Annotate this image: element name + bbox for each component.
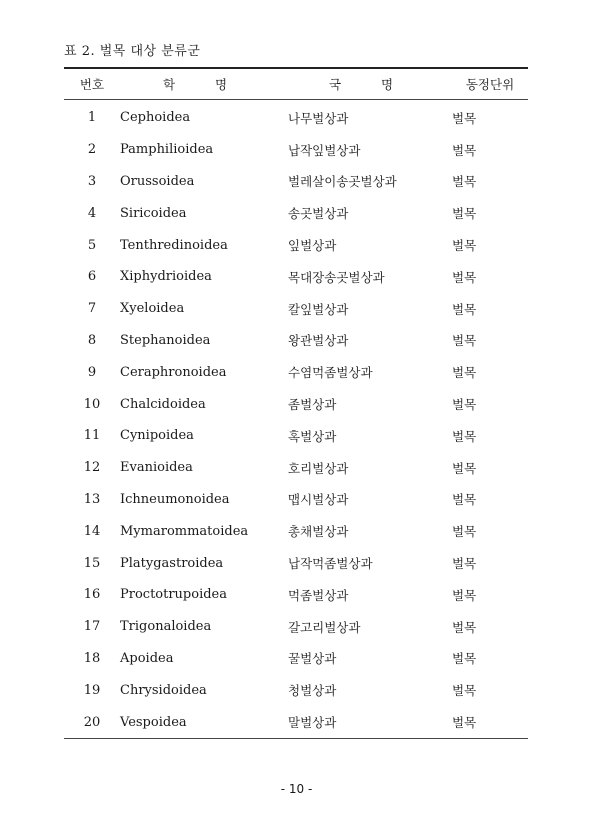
table-row [64, 261, 528, 293]
cell-identification-unit: 벌목 [452, 206, 477, 222]
header-korean-name: 국 명 [288, 68, 452, 100]
cell-identification-unit: 벌목 [452, 397, 477, 413]
cell-korean-name: 맵시벌상과 [288, 492, 349, 508]
cell-scientific-name: Stephanoidea [120, 332, 211, 348]
cell-scientific-name: Siricoidea [120, 205, 187, 221]
cell-korean-name: 잎벌상과 [288, 238, 337, 254]
cell-identification-unit: 벌목 [452, 110, 477, 126]
table-row [64, 706, 528, 738]
header-row [64, 68, 528, 100]
table-row [64, 293, 528, 325]
cell-identification-unit: 벌목 [452, 333, 477, 349]
table-row [64, 674, 528, 706]
cell-number: 7 [87, 301, 97, 317]
table-row [64, 484, 528, 516]
cell-korean-name: 목대장송곳벌상과 [288, 269, 385, 285]
cell-korean-name: 먹좀벌상과 [288, 587, 349, 603]
table-row [64, 325, 528, 357]
cell-scientific-name: Xiphydrioidea [120, 269, 212, 285]
cell-identification-unit: 벌목 [452, 619, 477, 635]
cell-korean-name: 청벌상과 [288, 683, 337, 699]
header-number: 번호 [64, 68, 120, 100]
cell-scientific-name: Tenthredinoidea [120, 237, 228, 253]
cell-identification-unit: 벌목 [452, 460, 477, 476]
cell-identification-unit: 벌목 [452, 365, 477, 381]
cell-korean-name: 나무벌상과 [288, 110, 349, 126]
cell-number: 9 [87, 364, 97, 380]
cell-identification-unit: 벌목 [452, 706, 528, 738]
taxa-table [64, 67, 528, 739]
cell-number: 16 [83, 587, 101, 603]
cell-identification-unit: 벌목 [452, 269, 477, 285]
cell-identification-unit: 벌목 [452, 238, 477, 254]
cell-korean-name: 수염먹좀벌상과 [288, 365, 373, 381]
cell-number: 17 [83, 619, 101, 635]
table-row [64, 579, 528, 611]
cell-identification-unit: 벌목 [452, 651, 477, 667]
cell-number: 4 [87, 205, 97, 221]
cell-scientific-name: Ceraphronoidea [120, 364, 227, 380]
cell-korean-name: 왕관벌상과 [288, 333, 349, 349]
cell-number: 14 [83, 523, 101, 539]
cell-number: 2 [87, 142, 97, 158]
cell-korean-name: 말벌상과 [288, 706, 452, 738]
cell-identification-unit: 벌목 [452, 174, 477, 190]
table-row [64, 547, 528, 579]
table-body [64, 100, 528, 739]
cell-scientific-name: Pamphilioidea [120, 142, 214, 158]
cell-number: 6 [87, 269, 97, 285]
cell-korean-name: 꿀벌상과 [288, 651, 337, 667]
cell-scientific-name: Proctotrupoidea [120, 587, 228, 603]
cell-korean-name: 갈고리벌상과 [288, 619, 361, 635]
cell-number: 12 [83, 460, 101, 476]
cell-korean-name: 총채벌상과 [288, 524, 349, 540]
table-row [64, 166, 528, 198]
cell-scientific-name: Chrysidoidea [120, 682, 207, 698]
cell-scientific-name: Orussoidea [120, 173, 195, 189]
cell-number: 19 [83, 682, 101, 698]
cell-identification-unit: 벌목 [452, 492, 477, 508]
cell-scientific-name: Cephoidea [120, 110, 191, 126]
cell-korean-name: 혹벌상과 [288, 428, 337, 444]
table-row [64, 388, 528, 420]
cell-scientific-name: Evanioidea [120, 460, 193, 476]
cell-identification-unit: 벌목 [452, 428, 477, 444]
cell-identification-unit: 벌목 [452, 524, 477, 540]
table-row [64, 611, 528, 643]
cell-scientific-name: Ichneumonoidea [120, 491, 230, 507]
cell-number: 20 [64, 706, 120, 738]
table-row [64, 229, 528, 261]
table-header [64, 68, 528, 100]
cell-number: 18 [83, 650, 101, 666]
cell-scientific-name: Vespoidea [120, 706, 288, 738]
page-number: - 10 - [280, 782, 313, 796]
table-caption: 표 2. 벌목 대상 분류군 [64, 44, 201, 59]
cell-number: 15 [83, 555, 101, 571]
cell-number: 10 [83, 396, 101, 412]
cell-identification-unit: 벌목 [452, 556, 477, 572]
table-row [64, 452, 528, 484]
cell-identification-unit: 벌목 [452, 301, 477, 317]
table-row [64, 134, 528, 166]
cell-korean-name: 벌레살이송곳벌상과 [288, 174, 397, 190]
cell-korean-name: 좀벌상과 [288, 397, 337, 413]
cell-number: 5 [87, 237, 97, 253]
cell-number: 3 [87, 173, 97, 189]
cell-number: 1 [87, 110, 97, 126]
header-scientific-name: 학 명 [120, 68, 288, 100]
table-row [64, 197, 528, 229]
table-row [64, 356, 528, 388]
cell-korean-name: 납작먹좀벌상과 [288, 556, 373, 572]
table-row [64, 100, 528, 134]
cell-identification-unit: 벌목 [452, 142, 477, 158]
cell-scientific-name: Chalcidoidea [120, 396, 206, 412]
cell-scientific-name: Xyeloidea [120, 301, 185, 317]
cell-scientific-name: Mymarommatoidea [120, 523, 249, 539]
cell-number: 8 [87, 332, 97, 348]
cell-korean-name: 칼잎벌상과 [288, 301, 349, 317]
cell-scientific-name: Trigonaloidea [120, 619, 212, 635]
header-identification-unit: 동정단위 [452, 68, 528, 100]
cell-scientific-name: Cynipoidea [120, 428, 194, 444]
table-row [64, 515, 528, 547]
cell-number: 13 [83, 491, 101, 507]
cell-identification-unit: 벌목 [452, 587, 477, 603]
cell-scientific-name: Platygastroidea [120, 555, 224, 571]
table-row [64, 420, 528, 452]
cell-identification-unit: 벌목 [452, 683, 477, 699]
table-row [64, 643, 528, 675]
cell-number: 11 [83, 428, 101, 444]
cell-scientific-name: Apoidea [120, 650, 174, 666]
cell-korean-name: 송곳벌상과 [288, 206, 349, 222]
cell-korean-name: 호리벌상과 [288, 460, 349, 476]
cell-korean-name: 납작잎벌상과 [288, 142, 361, 158]
